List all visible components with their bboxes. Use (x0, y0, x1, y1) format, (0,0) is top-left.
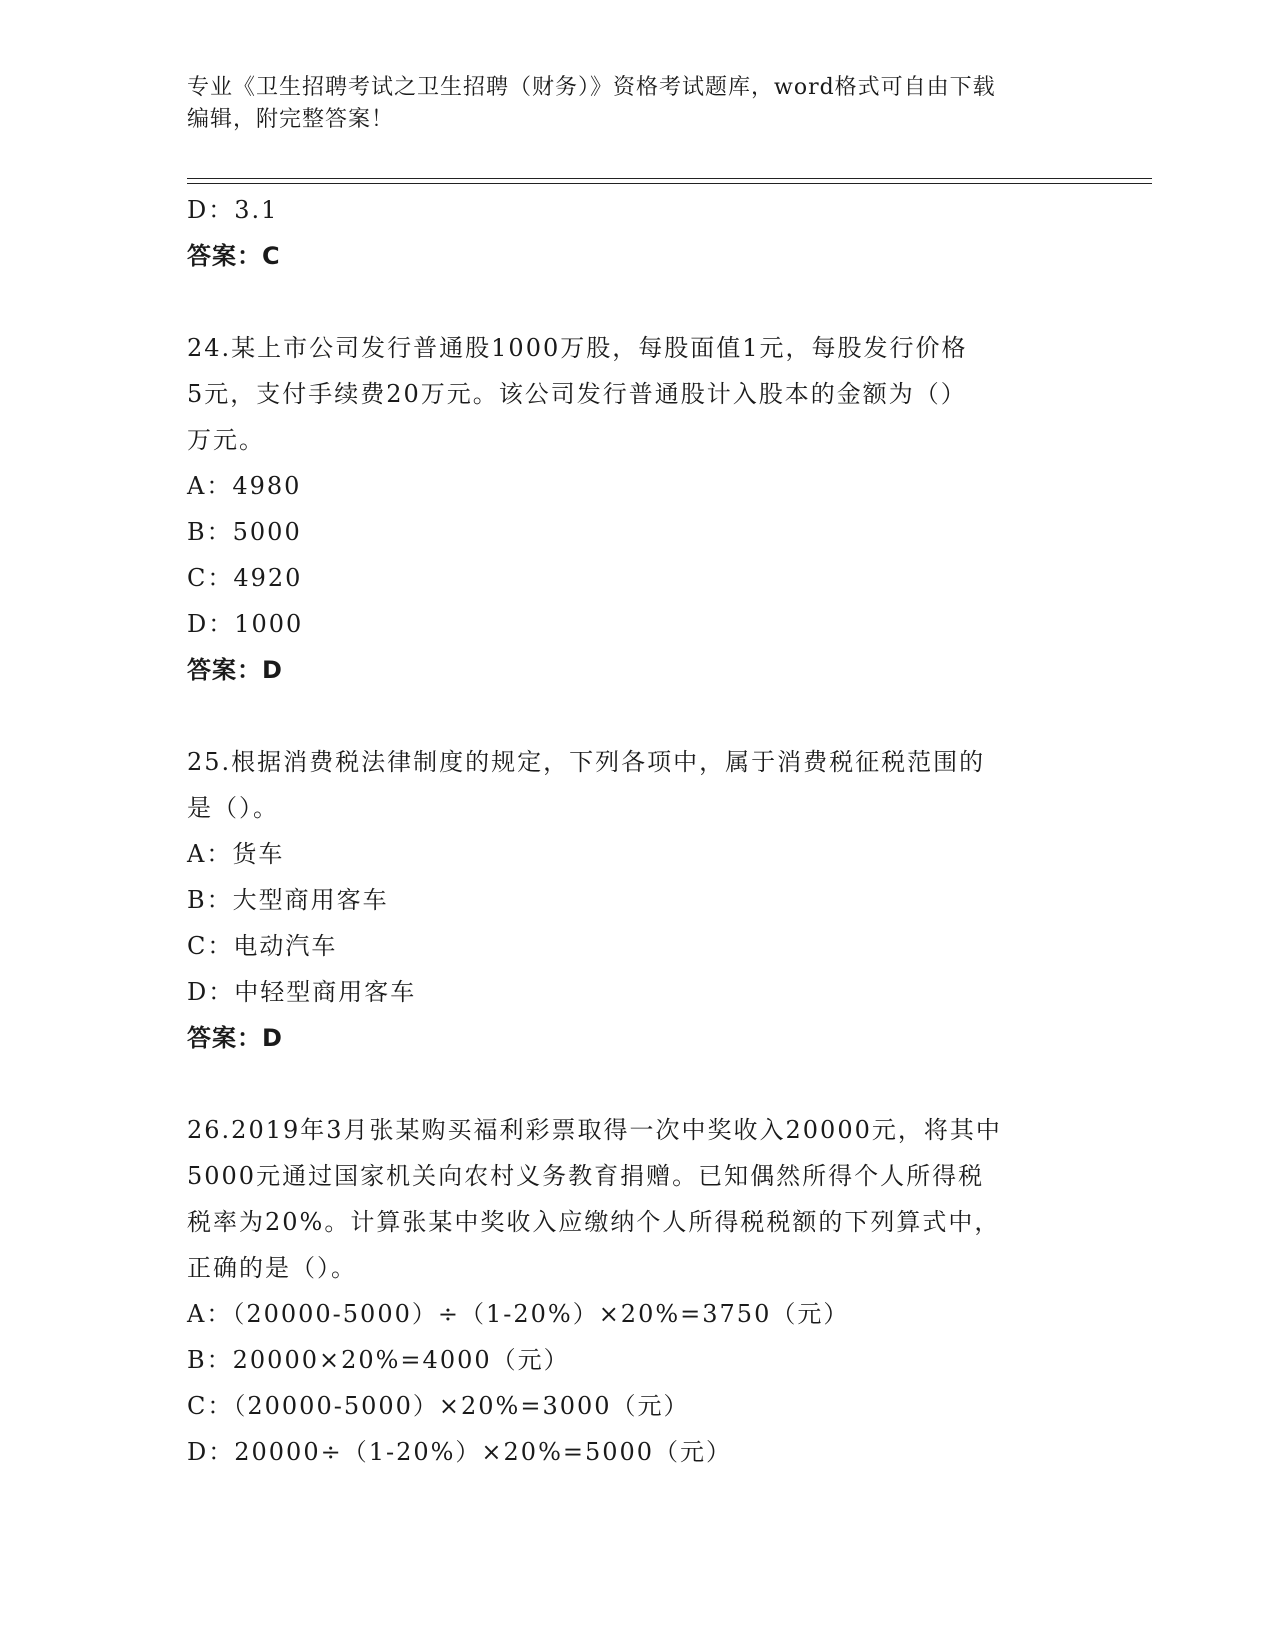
option-a: A：货车 (187, 840, 285, 868)
question-stem-line: 5000元通过国家机关向农村义务教育捐赠。已知偶然所得个人所得税 (187, 1162, 985, 1190)
option-a: A：（20000-5000）÷（1-20%）×20%=3750（元） (187, 1300, 850, 1328)
question-stem-line: 税率为20%。计算张某中奖收入应缴纳个人所得税税额的下列算式中， (187, 1208, 1001, 1236)
prev-option-d: D：3.1 (187, 196, 279, 224)
question-24 (187, 325, 1087, 693)
option-a: A：4980 (187, 472, 302, 500)
option-d: D：1000 (187, 610, 304, 638)
question-stem-line: 25.根据消费税法律制度的规定，下列各项中，属于消费税征税范围的 (187, 748, 986, 776)
prev-answer: 答案：C (187, 242, 281, 270)
option-c: C：（20000-5000）×20%=3000（元） (187, 1392, 690, 1420)
header-title-line-2: 编辑，附完整答案！ (187, 107, 395, 132)
question-stem-line: 万元。 (187, 426, 265, 454)
question-26 (187, 1107, 1087, 1475)
option-d: D：20000÷（1-20%）×20%=5000（元） (187, 1438, 733, 1466)
option-b: B：20000×20%=4000（元） (187, 1346, 570, 1374)
option-d: D：中轻型商用客车 (187, 978, 417, 1006)
question-25 (187, 739, 1087, 1061)
question-stem-line: 26.2019年3月张某购买福利彩票取得一次中奖收入20000元，将其中 (187, 1116, 1002, 1144)
question-content (187, 187, 1087, 1475)
question-stem-line: 5元，支付手续费20万元。该公司发行普通股计入股本的金额为（） (187, 380, 967, 408)
document-header (187, 72, 1087, 136)
answer: 答案：D (187, 656, 283, 684)
option-b: B：5000 (187, 518, 302, 546)
option-c: C：电动汽车 (187, 932, 338, 960)
option-c: C：4920 (187, 564, 303, 592)
header-divider-bottom (187, 183, 1152, 184)
question-stem-line: 是（）。 (187, 794, 279, 822)
header-divider-top (187, 178, 1152, 179)
spacer (187, 1061, 1087, 1107)
answer: 答案：D (187, 1024, 283, 1052)
question-stem-line: 正确的是（）。 (187, 1254, 357, 1282)
spacer (187, 279, 1087, 325)
option-b: B：大型商用客车 (187, 886, 389, 914)
header-title-line-1: 专业《卫生招聘考试之卫生招聘（财务）》资格考试题库，word格式可自由下载 (187, 75, 996, 100)
question-stem-line: 24.某上市公司发行普通股1000万股，每股面值1元，每股发行价格 (187, 334, 968, 362)
spacer (187, 693, 1087, 739)
